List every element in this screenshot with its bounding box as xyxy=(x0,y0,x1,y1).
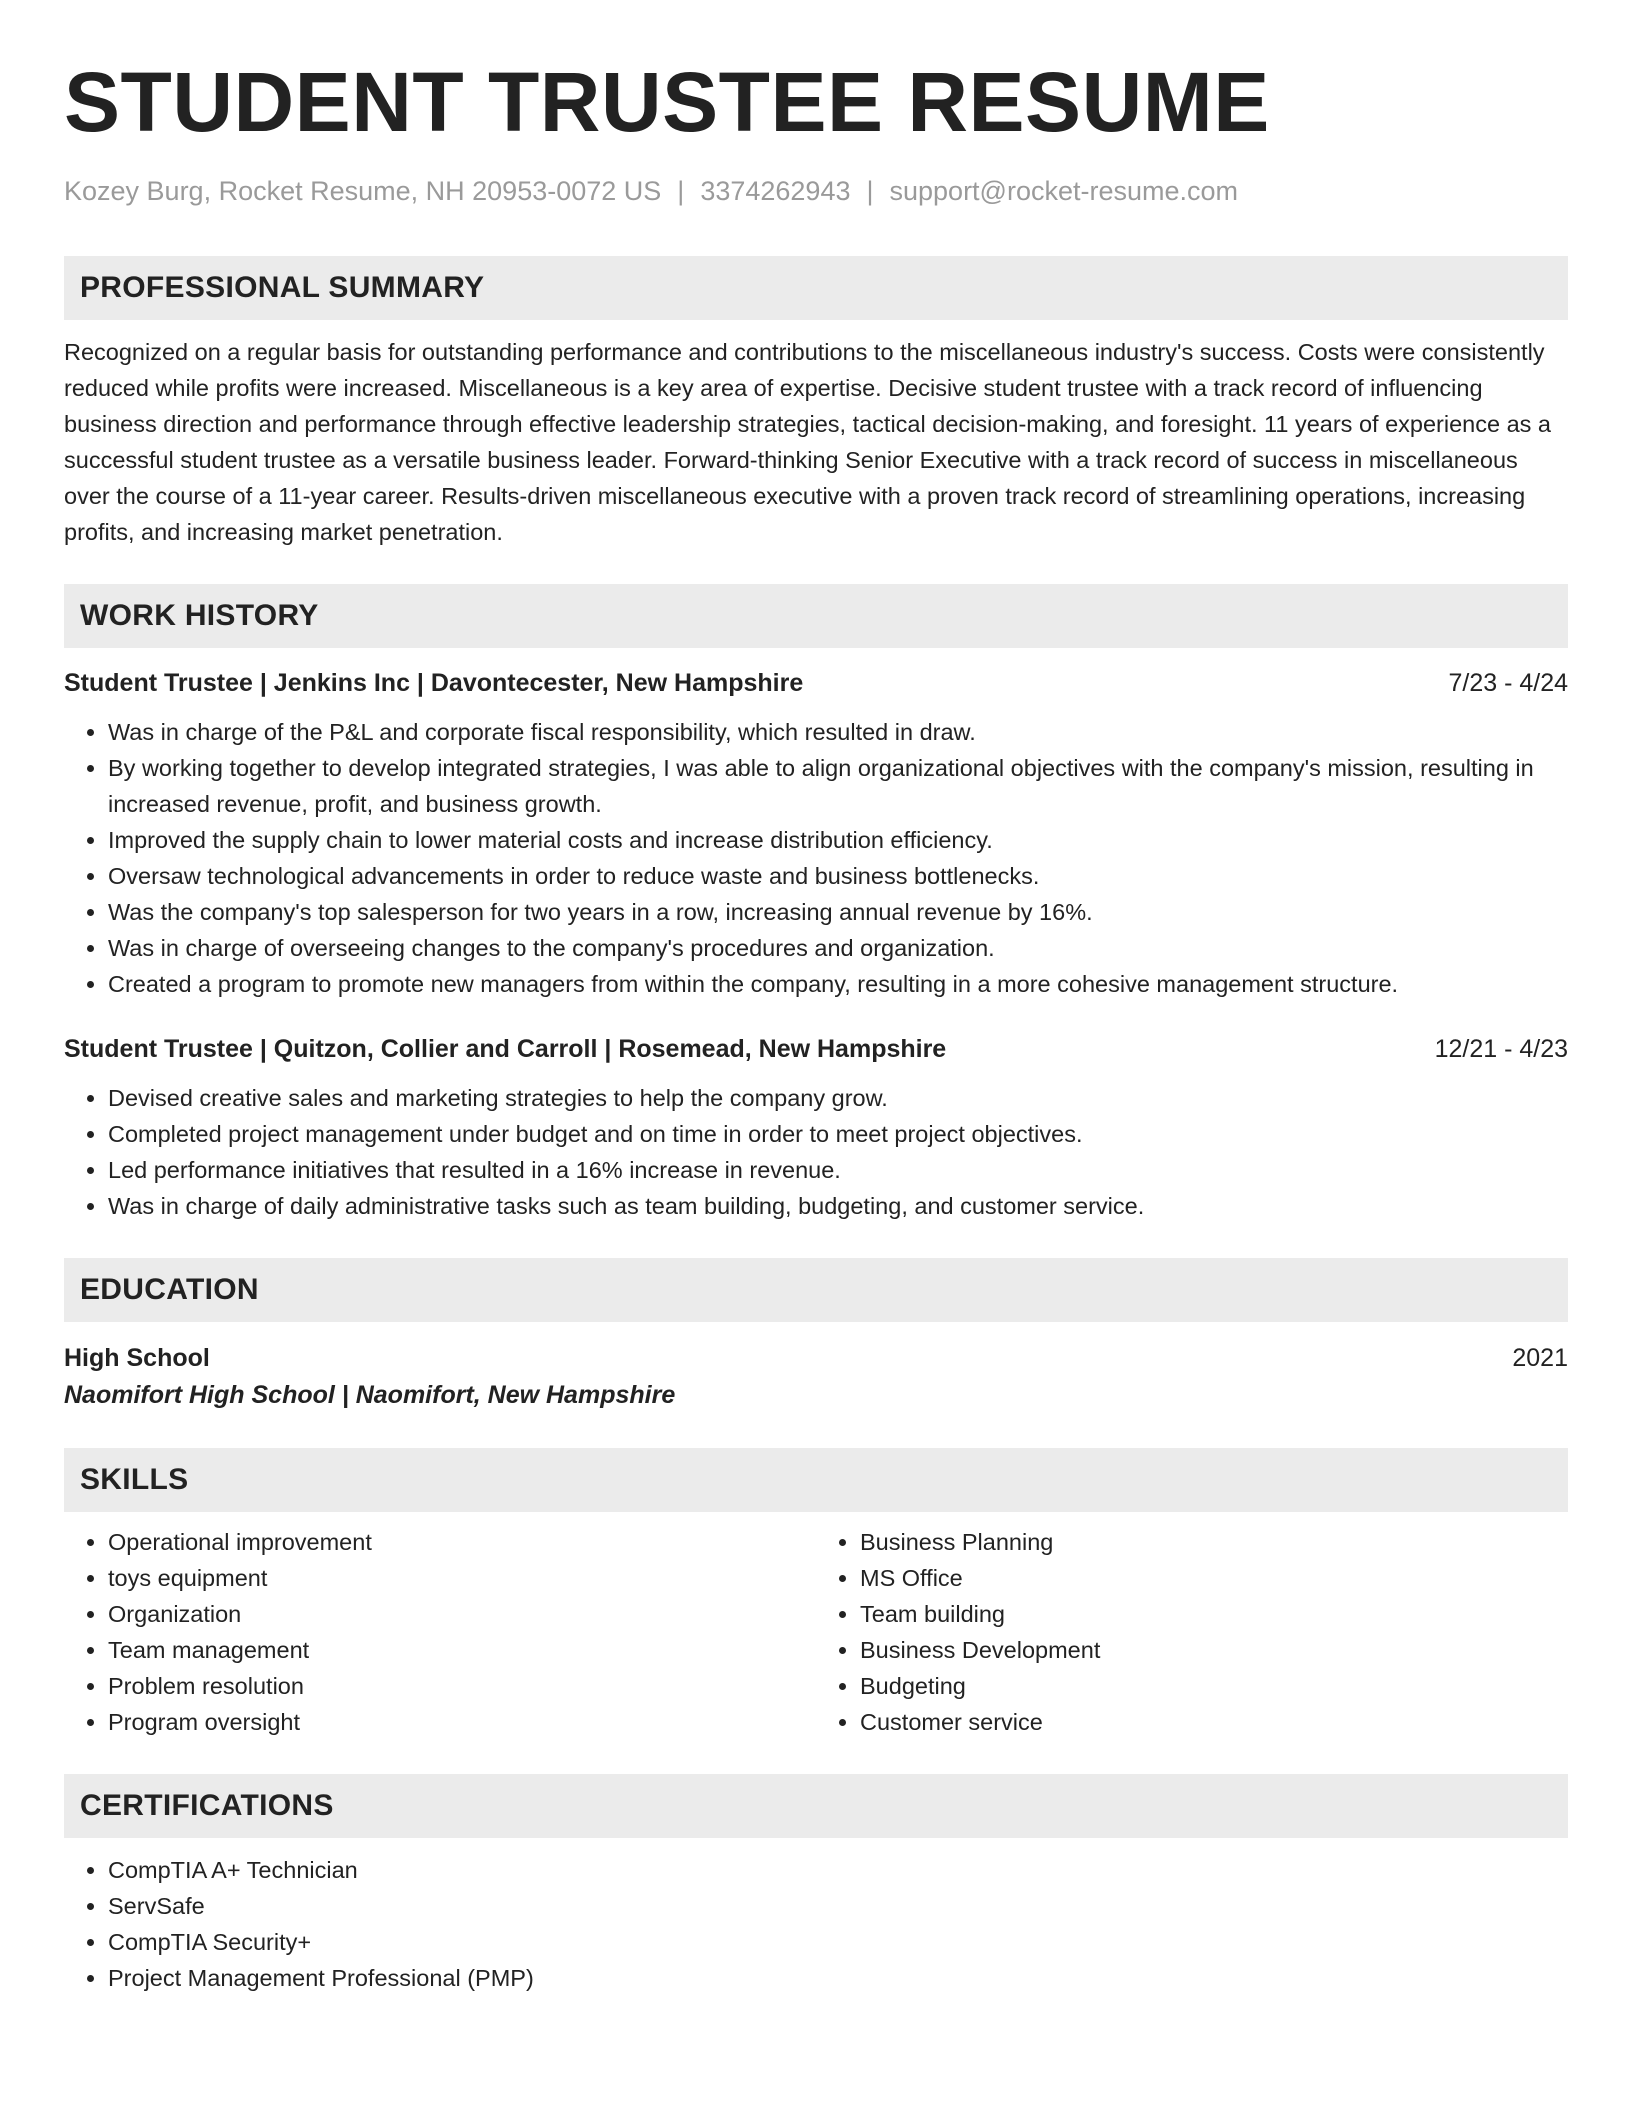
section-title: SKILLS xyxy=(80,1463,189,1496)
list-item: • CompTIA A+ Technician xyxy=(108,1852,1568,1888)
list-item: • Team management xyxy=(108,1632,816,1668)
job-title: Student Trustee | Quitzon, Collier and Carroll | Rosemead, New Hampshire xyxy=(64,1035,947,1063)
education-header xyxy=(64,1340,1568,1376)
list-item: • Completed project management under budget and on time in order to meet project objectives. xyxy=(108,1116,1568,1152)
job-bullets xyxy=(64,714,1568,1002)
list-item: • MS Office xyxy=(860,1560,1568,1596)
summary-text: Recognized on a regular basis for outstanding performance and contributions to the miscellaneous industry's success. Costs were consistently reduced while profits were increased. Miscellaneous is a key area of expertise. Decisive student trustee with a track record of influencing business direction and performance through effective leadership strategies, tactical decision-making, and foresight. 11 years of experience as a successful student trustee as a versatile business leader. Forward-thinking Senior Executive with a track record of success in miscellaneous over the course of a 11-year career. Results-driven miscellaneous executive with a proven track record of streamlining operations, increasing profits, and increasing market penetration. xyxy=(64,339,1551,545)
section-header-skills xyxy=(64,1448,1568,1512)
list-item: • Project Management Professional (PMP) xyxy=(108,1960,1568,1996)
list-item: • ServSafe xyxy=(108,1888,1568,1924)
list-item: • Improved the supply chain to lower material costs and increase distribution efficiency. xyxy=(108,822,1568,858)
list-item: • Customer service xyxy=(860,1704,1568,1740)
contact-email: support@rocket-resume.com xyxy=(889,176,1239,206)
page-title: STUDENT TRUSTEE RESUME xyxy=(64,55,1270,149)
list-item: • Operational improvement xyxy=(108,1524,816,1560)
contact-separator: | xyxy=(677,176,685,206)
list-item: • Organization xyxy=(108,1596,816,1632)
list-item: • Was the company's top salesperson for two years in a row, increasing annual revenue by 16%. xyxy=(108,894,1568,930)
skills-columns xyxy=(64,1524,1568,1740)
job-dates: 12/21 - 4/23 xyxy=(1434,1035,1568,1063)
contact-separator: | xyxy=(866,176,874,206)
section-title: EDUCATION xyxy=(80,1273,259,1306)
list-item: • Problem resolution xyxy=(108,1668,816,1704)
skills-list-left xyxy=(64,1524,816,1740)
section-header-certifications xyxy=(64,1774,1568,1838)
list-item: • By working together to develop integrated strategies, I was able to align organizational objectives with the company's mission, resulting in increased revenue, profit, and business growth. xyxy=(108,750,1568,822)
job-header xyxy=(64,1032,1568,1066)
list-item: • Was in charge of the P&L and corporate fiscal responsibility, which resulted in draw. xyxy=(108,714,1568,750)
list-item: • Was in charge of overseeing changes to the company's procedures and organization. xyxy=(108,930,1568,966)
list-item: • Business Planning xyxy=(860,1524,1568,1560)
section-title: CERTIFICATIONS xyxy=(80,1789,334,1822)
education-year: 2021 xyxy=(1512,1344,1568,1372)
education-school: Naomifort High School | Naomifort, New Hampshire xyxy=(64,1381,676,1409)
list-item: • Created a program to promote new managers from within the company, resulting in a more cohesive management structure. xyxy=(108,966,1568,1002)
list-item: • Was in charge of daily administrative tasks such as team building, budgeting, and customer service. xyxy=(108,1188,1568,1224)
skills-list-right xyxy=(816,1524,1568,1740)
section-title: PROFESSIONAL SUMMARY xyxy=(80,271,485,304)
section-header-education xyxy=(64,1258,1568,1322)
list-item: • Team building xyxy=(860,1596,1568,1632)
list-item: • Budgeting xyxy=(860,1668,1568,1704)
contact-phone: 3374262943 xyxy=(700,176,851,206)
job-bullets xyxy=(64,1080,1568,1224)
job-header xyxy=(64,666,1568,700)
list-item: • Business Development xyxy=(860,1632,1568,1668)
list-item: • Oversaw technological advancements in order to reduce waste and business bottlenecks. xyxy=(108,858,1568,894)
list-item: • toys equipment xyxy=(108,1560,816,1596)
section-header-summary xyxy=(64,256,1568,320)
list-item: • Devised creative sales and marketing strategies to help the company grow. xyxy=(108,1080,1568,1116)
education-degree: High School xyxy=(64,1344,210,1372)
job-dates: 7/23 - 4/24 xyxy=(1448,669,1568,697)
section-title: WORK HISTORY xyxy=(80,599,319,632)
certifications-list xyxy=(64,1852,1568,1996)
list-item: • Led performance initiatives that resulted in a 16% increase in revenue. xyxy=(108,1152,1568,1188)
job-title: Student Trustee | Jenkins Inc | Davontecester, New Hampshire xyxy=(64,669,804,697)
contact-line xyxy=(64,174,1568,208)
list-item: • CompTIA Security+ xyxy=(108,1924,1568,1960)
section-header-work-history xyxy=(64,584,1568,648)
list-item: • Program oversight xyxy=(108,1704,816,1740)
contact-address: Kozey Burg, Rocket Resume, NH 20953-0072 US xyxy=(64,176,662,206)
